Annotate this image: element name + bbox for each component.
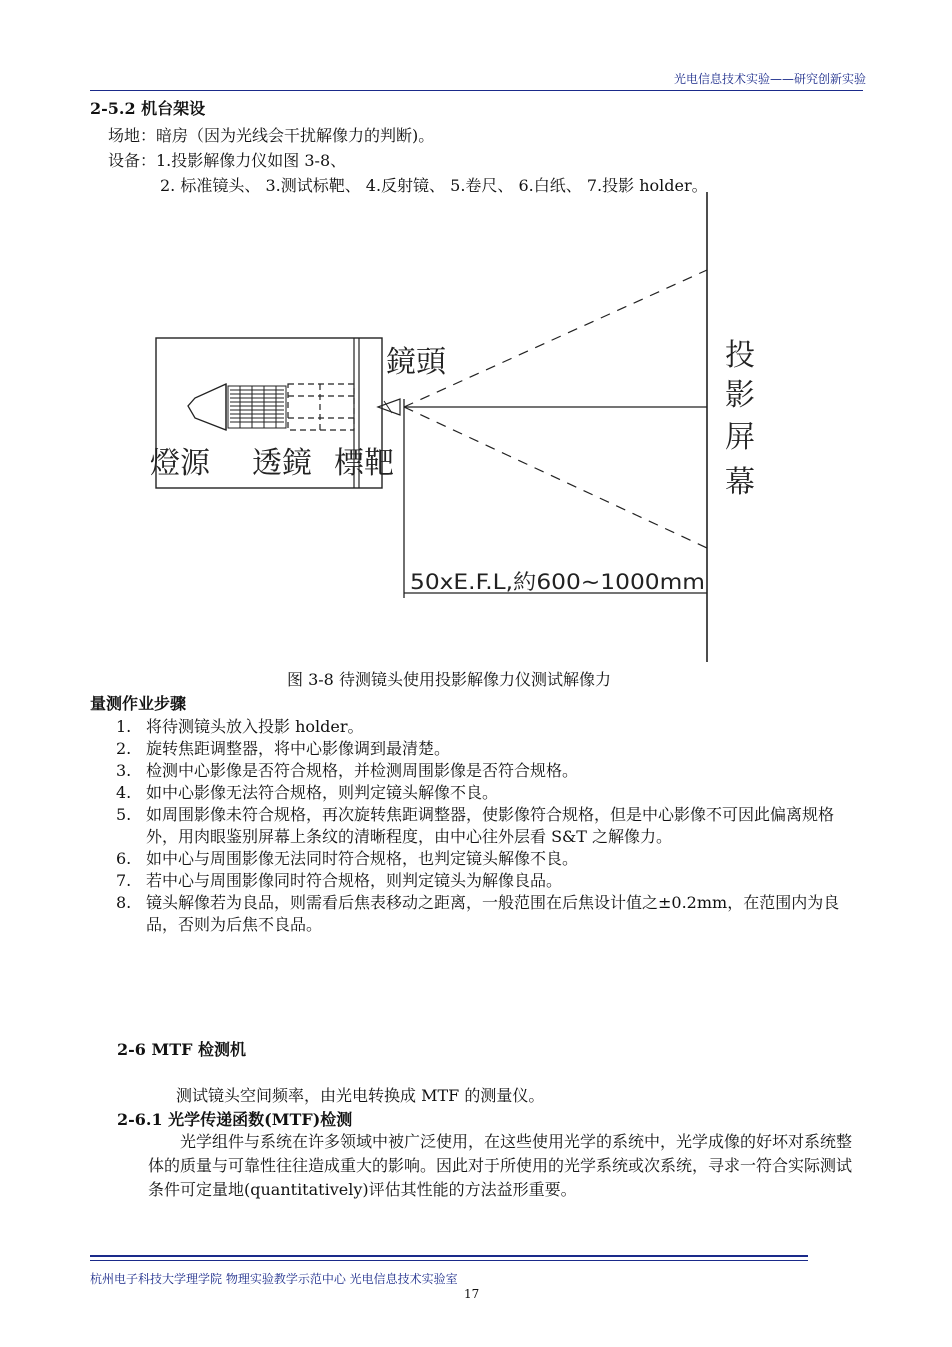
section-26-heading: 2-6 MTF 检测机 (117, 1040, 247, 1059)
label-target: 標靶 (334, 446, 394, 481)
label-light-source: 燈源 (150, 446, 210, 481)
list-item: 1. 将待测镜头放入投影 holder。 (116, 717, 364, 736)
list-item: 6. 如中心与周围影像无法同时符合规格，也判定镜头解像不良。 (116, 849, 579, 868)
label-transparent-lens: 透鏡 (252, 446, 312, 481)
label-screen-1: 投 (725, 338, 755, 373)
label-screen-4: 幕 (725, 465, 755, 500)
header-rule (90, 90, 863, 91)
list-item: 5. 如周围影像未符合规格，再次旋转焦距调整器，使影像符合规格，但是中心影像不可因此偏离规格外，用肉眼鉴别屏幕上条纹的清晰程度，由中心往外层看 S&T 之解像力。 (116, 805, 835, 846)
upper-ray (404, 270, 707, 407)
footer-text: 杭州电子科技大学理学院 物理实验教学示范中心 光电信息技术实验室 (90, 1272, 458, 1286)
lower-ray (404, 407, 707, 548)
list-item: 3. 检测中心影像是否符合规格，并检测周围影像是否符合规格。 (116, 761, 579, 780)
section-261-heading: 2-6.1 光学传递函数(MTF)检测 (117, 1110, 353, 1129)
section-252-heading: 2-5.2 机台架设 (90, 99, 206, 118)
list-item: 7. 若中心与周围影像同时符合规格，则判定镜头为解像良品。 (116, 871, 563, 890)
figure-caption: 图 3-8 待测镜头使用投影解像力仪测试解像力 (287, 670, 611, 689)
procedure-heading: 量测作业步骤 (90, 694, 187, 713)
list-item: 4. 如中心影像无法符合规格，则判定镜头解像不良。 (116, 783, 499, 802)
lamp-shape (188, 384, 226, 430)
section-261-body: 光学组件与系统在许多领域中被广泛使用，在这些使用光学的系统中，光学成像的好坏对系统整体的质量与可靠性往往造成重大的影响。因此对于所使用的光学系统或次系统，寻求一符合实际测试条件可定量地(quantitatively)评估其性能的方法益形重要。 (148, 1132, 853, 1199)
site-text: 场地：暗房（因为光线会干扰解像力的判断)。 (108, 126, 435, 145)
footer-rule-top (90, 1255, 808, 1257)
footer-rule-bottom (90, 1260, 808, 1261)
procedure-steps (100, 716, 860, 936)
equipment-line-1: 设备：1.投影解像力仪如图 3-8、 (108, 151, 347, 170)
label-lens: 鏡頭 (386, 345, 446, 380)
page-number: 17 (464, 1287, 480, 1301)
list-item: 8. 镜头解像若为良品，则需看后焦表移动之距离，一般范围在后焦设计值之±0.2mm，在范围内为良品，否则为后焦不良品。 (116, 893, 840, 934)
label-distance: 50xE.F.L,約600~1000mm (410, 570, 705, 594)
section-26-intro: 测试镜头空间频率，由光电转换成 MTF 的测量仪。 (176, 1086, 545, 1105)
list-item: 2. 旋转焦距调整器，将中心影像调到最清楚。 (116, 739, 451, 758)
lens-cone (378, 399, 400, 415)
equipment-line-2: 2. 标准镜头、 3.测试标靶、 4.反射镜、 5.卷尺、 6.白纸、 7.投影 holder。 (160, 176, 708, 195)
lens-tube (288, 384, 354, 430)
header-title: 光电信息技术实验——研究创新实验 (673, 72, 866, 86)
label-screen-2: 影 (725, 378, 755, 413)
projection-diagram (0, 185, 952, 670)
label-screen-3: 屏 (725, 420, 755, 455)
condenser-lens (228, 386, 286, 428)
